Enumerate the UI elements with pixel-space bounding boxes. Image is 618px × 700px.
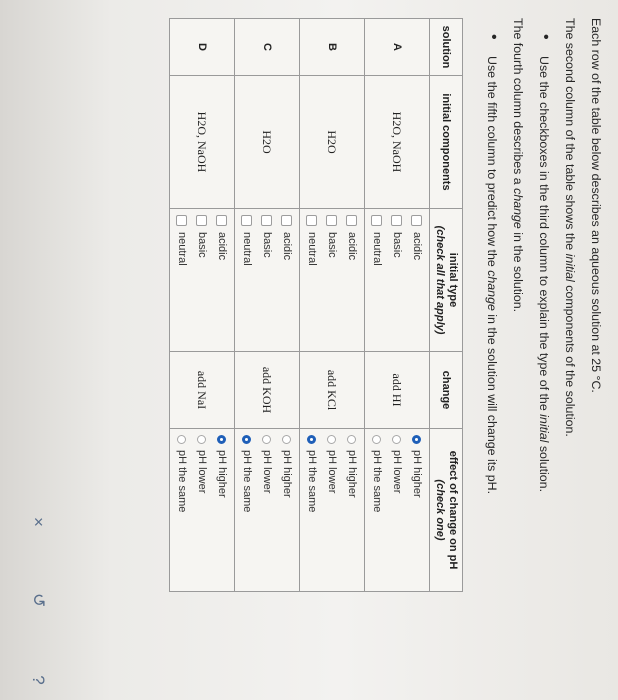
checkbox-option-acidic[interactable] (212, 215, 232, 345)
initial-type-options (235, 209, 300, 352)
table-row (300, 19, 365, 592)
checkbox-label: basic (326, 232, 338, 258)
radio[interactable] (373, 435, 382, 444)
checkbox[interactable] (392, 215, 403, 226)
radio[interactable] (328, 435, 337, 444)
radio-option-pH-the-same[interactable] (302, 435, 322, 585)
intro-text: solution. (537, 442, 551, 493)
radio-option-pH-higher[interactable] (407, 435, 427, 585)
radio-selected[interactable] (218, 435, 227, 444)
table-row (170, 19, 235, 592)
checkbox-option-acidic[interactable] (277, 215, 297, 345)
checkbox[interactable] (347, 215, 358, 226)
intro-text: Each row of the table below describes an aqueous solution at 25 °C. (589, 18, 603, 393)
checkbox[interactable] (307, 215, 318, 226)
checkbox-label: basic (391, 232, 403, 258)
header-effect (430, 429, 463, 592)
radio-label: pH the same (241, 450, 253, 513)
answer-toolbar (18, 500, 58, 700)
intro-italic: initial (563, 253, 577, 282)
checkbox-label: neutral (241, 232, 253, 266)
intro-text: in the solution. (511, 228, 525, 313)
intro-text: components of the solution. (563, 281, 577, 437)
checkbox-option-acidic[interactable] (407, 215, 427, 345)
initial-components: H2O, NaOH (170, 76, 235, 209)
radio-label: pH the same (306, 450, 318, 513)
change-description: add KCl (300, 352, 365, 429)
intro-text: The fourth column describes a (511, 18, 525, 189)
solutions-table (169, 18, 463, 592)
checkbox-label: acidic (281, 232, 293, 261)
effect-options (170, 429, 235, 592)
checkbox-option-basic[interactable] (192, 215, 212, 345)
solution-label: D (170, 19, 235, 76)
checkbox-option-neutral[interactable] (172, 215, 192, 345)
checkbox-option-basic[interactable] (322, 215, 342, 345)
checkbox-option-neutral[interactable] (302, 215, 322, 345)
radio[interactable] (198, 435, 207, 444)
radio-option-pH-lower[interactable] (192, 435, 212, 585)
intro-text: The second column of the table shows the (563, 18, 577, 254)
radio-label: pH lower (326, 450, 338, 494)
close-icon[interactable]: × (29, 517, 48, 527)
checkbox[interactable] (197, 215, 208, 226)
checkbox-label: neutral (176, 232, 188, 266)
solution-label: A (365, 19, 430, 76)
radio-selected[interactable] (308, 435, 317, 444)
header-initial-type-sub: (check all that apply) (434, 225, 446, 335)
checkbox-label: basic (261, 232, 273, 258)
intro-italic: change (511, 188, 525, 229)
header-effect-label: effect of change on pH (447, 450, 459, 570)
table-row (235, 19, 300, 592)
radio-option-pH-higher[interactable] (277, 435, 297, 585)
radio-option-pH-the-same[interactable] (237, 435, 257, 585)
effect-options (235, 429, 300, 592)
change-description: add HI (365, 352, 430, 429)
initial-type-options (365, 209, 430, 352)
radio-option-pH-the-same[interactable] (367, 435, 387, 585)
intro-line-2 (560, 18, 580, 678)
initial-components: H2O, NaOH (365, 76, 430, 209)
table-row (365, 19, 430, 592)
checkbox-label: acidic (411, 232, 423, 261)
checkbox-label: acidic (216, 232, 228, 261)
checkbox-label: basic (196, 232, 208, 258)
effect-options (300, 429, 365, 592)
radio-label: pH the same (176, 450, 188, 513)
header-initial-type-label: initial type (447, 252, 459, 308)
checkbox[interactable] (217, 215, 228, 226)
radio-selected[interactable] (243, 435, 252, 444)
checkbox-label: neutral (306, 232, 318, 266)
checkbox[interactable] (282, 215, 293, 226)
instructions (476, 18, 606, 678)
instruction-bullet-2 (482, 34, 502, 678)
radio[interactable] (178, 435, 187, 444)
radio[interactable] (393, 435, 402, 444)
radio[interactable] (348, 435, 357, 444)
change-description: add NaI (170, 352, 235, 429)
effect-options (365, 429, 430, 592)
radio-option-pH-higher[interactable] (212, 435, 232, 585)
intro-line-1 (586, 18, 606, 678)
header-initial-type (430, 209, 463, 352)
initial-type-options (170, 209, 235, 352)
radio-label: pH higher (346, 450, 358, 498)
solution-label: B (300, 19, 365, 76)
checkbox[interactable] (242, 215, 253, 226)
change-description: add KOH (235, 352, 300, 429)
checkbox[interactable] (412, 215, 423, 226)
radio-option-pH-lower[interactable] (387, 435, 407, 585)
checkbox-option-basic[interactable] (387, 215, 407, 345)
table-header-row (430, 19, 463, 592)
initial-components: H2O (235, 76, 300, 209)
header-initial-components: initial components (430, 76, 463, 209)
radio-label: pH lower (196, 450, 208, 494)
radio-option-pH-lower[interactable] (257, 435, 277, 585)
radio-option-pH-the-same[interactable] (172, 435, 192, 585)
intro-text: Use the checkboxes in the third column to explain the type of the (537, 56, 551, 415)
checkbox-option-neutral[interactable] (237, 215, 257, 345)
instruction-bullet-1 (534, 34, 554, 678)
checkbox[interactable] (372, 215, 383, 226)
radio[interactable] (263, 435, 272, 444)
checkbox-option-acidic[interactable] (342, 215, 362, 345)
checkbox[interactable] (327, 215, 338, 226)
table-body (170, 19, 430, 592)
checkbox-option-neutral[interactable] (367, 215, 387, 345)
radio[interactable] (283, 435, 292, 444)
radio-option-pH-higher[interactable] (342, 435, 362, 585)
header-solution: solution (430, 19, 463, 76)
checkbox-label: neutral (371, 232, 383, 266)
help-icon[interactable]: ? (29, 675, 48, 685)
radio-label: pH lower (261, 450, 273, 494)
undo-icon[interactable]: ↺ (29, 592, 48, 608)
radio-label: pH lower (391, 450, 403, 494)
header-change: change (430, 352, 463, 429)
intro-text: in the solution will change its pH. (485, 310, 499, 495)
radio-option-pH-lower[interactable] (322, 435, 342, 585)
radio-label: pH higher (216, 450, 228, 498)
checkbox[interactable] (177, 215, 188, 226)
radio-selected[interactable] (413, 435, 422, 444)
intro-italic: change (485, 270, 499, 311)
intro-text: Use the fifth column to predict how the (485, 56, 499, 271)
initial-type-options (300, 209, 365, 352)
checkbox-option-basic[interactable] (257, 215, 277, 345)
solution-label: C (235, 19, 300, 76)
radio-label: pH higher (281, 450, 293, 498)
checkbox-label: acidic (346, 232, 358, 261)
radio-label: pH higher (411, 450, 423, 498)
intro-italic: initial (537, 414, 551, 443)
radio-label: pH the same (371, 450, 383, 513)
initial-components: H2O (300, 76, 365, 209)
header-effect-sub: (check one) (434, 479, 446, 541)
intro-line-3 (508, 18, 528, 678)
checkbox[interactable] (262, 215, 273, 226)
